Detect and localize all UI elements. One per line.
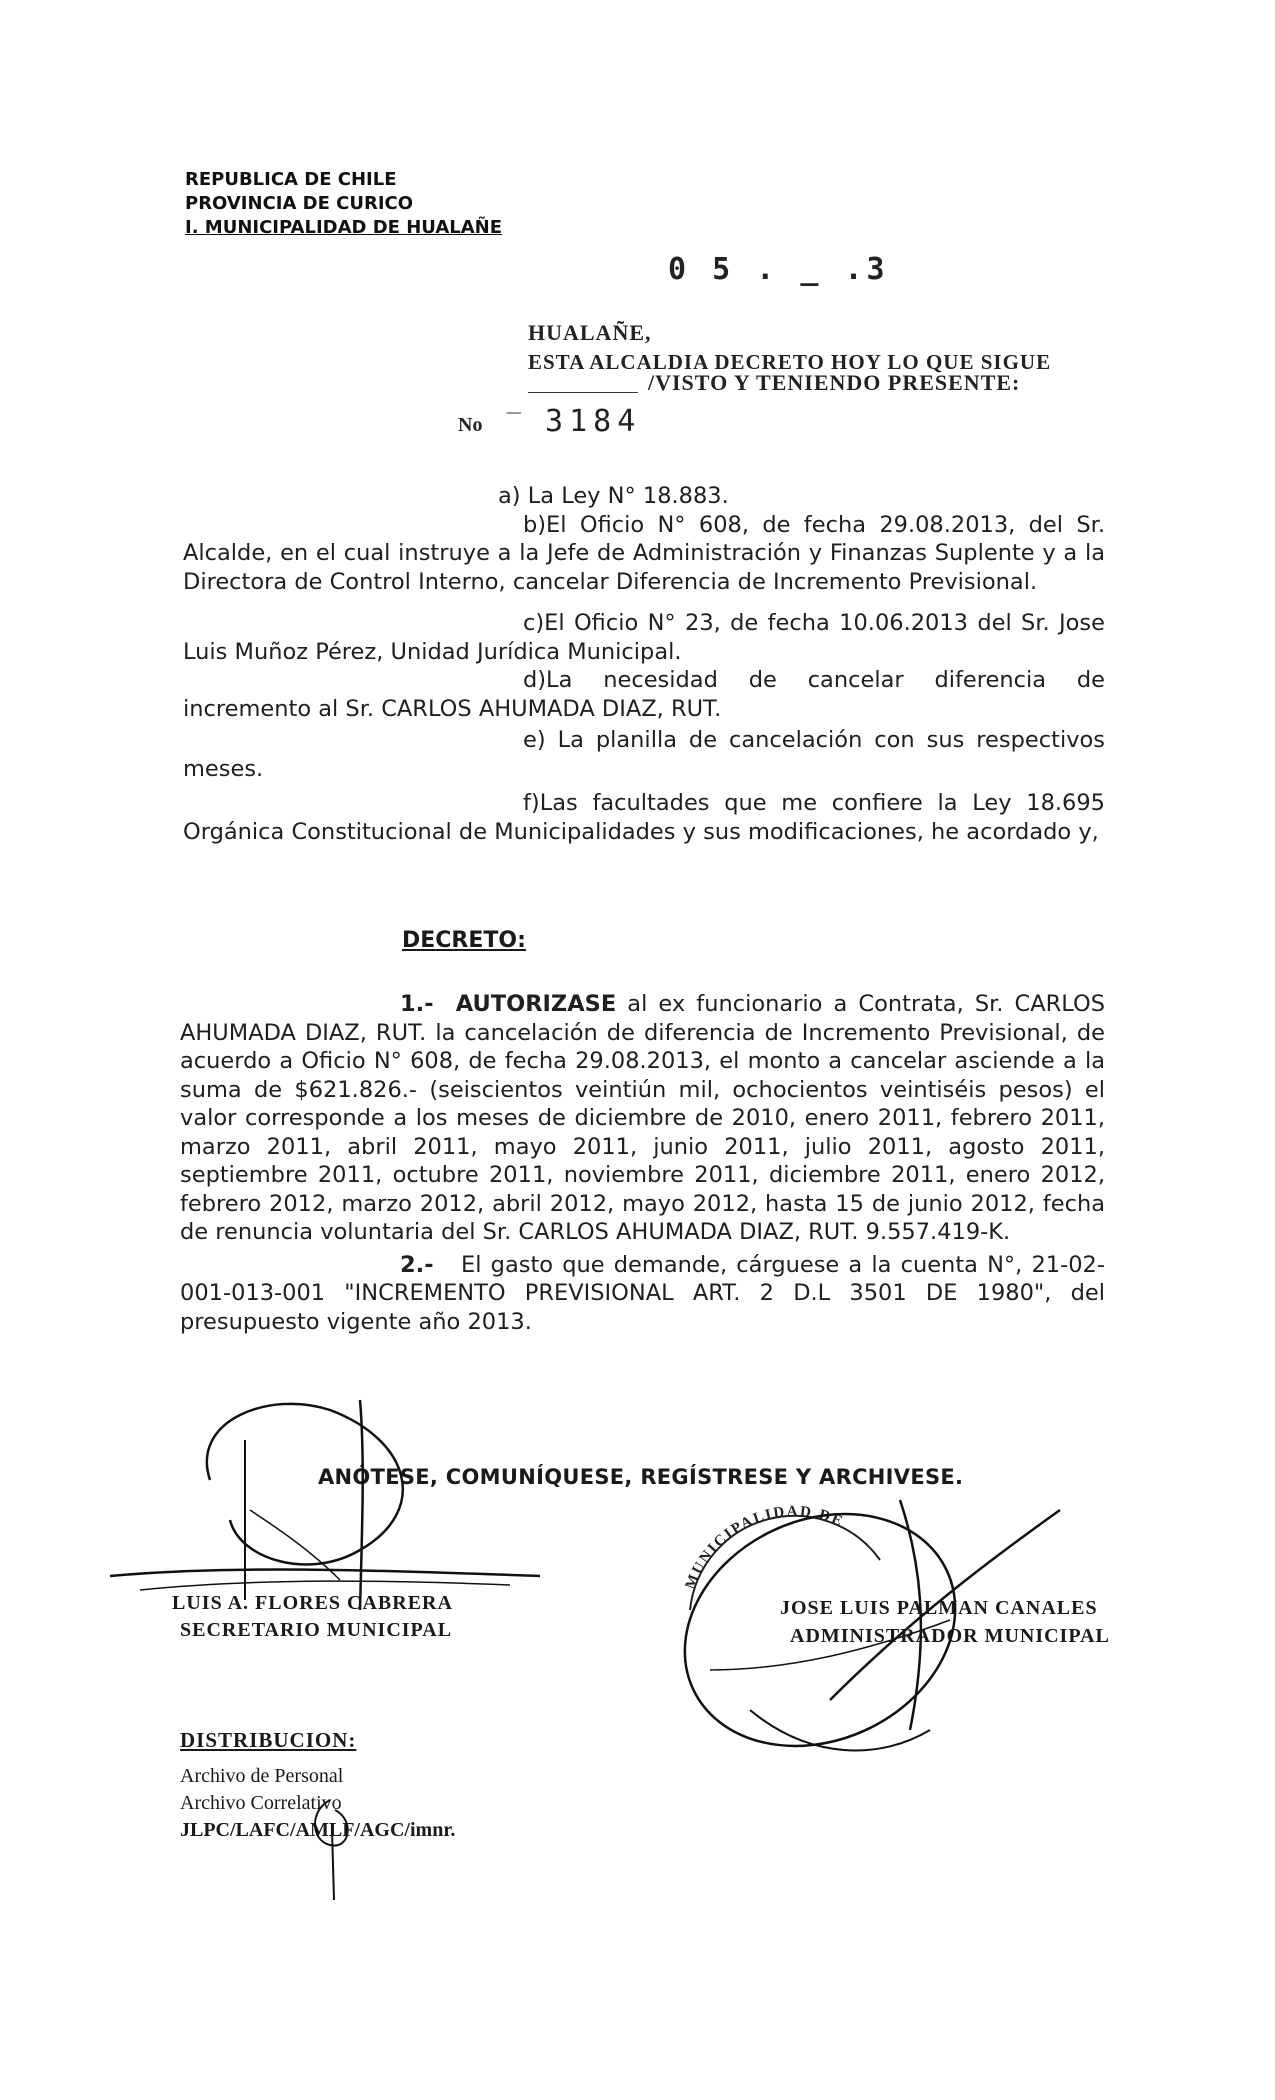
right-signatory-name: JOSE LUIS PALMAN CANALES: [780, 1597, 1098, 1619]
date-stamp: 0 5 . _ .3: [668, 252, 889, 287]
consideration-e: e) La planilla de cancelación con sus respectivos meses.: [183, 727, 1105, 782]
consideration-c: c)El Oficio N° 23, de fecha 10.06.2013 del Sr. Jose Luis Muñoz Pérez, Unidad Jurídica Municipal.: [183, 610, 1105, 665]
distribution-item-personal: Archivo de Personal: [180, 1765, 344, 1787]
article-2: [180, 1251, 1105, 1337]
article-1-text: al ex funcionario a Contrata, Sr. CARLOS AHUMADA DIAZ, RUT. la cancelación de diferencia de Incremento Previsional, de acuerdo a Oficio N° 608, de fecha 29.08.2013, el monto a cancelar asciende a la suma de $621.826.- (seiscientos veintiún mil, ochocientos veintiséis pesos) el valor corresponde a los meses de diciembre de 2010, enero 2011, febrero 2011, marzo 2011, abril 2011, mayo 2011, junio 2011, julio 2011, agosto 2011, septiembre 2011, octubre 2011, noviembre 2011, diciembre 2011, enero 2012, febrero 2012, marzo 2012, abril 2012, mayo 2012, hasta 15 de junio 2012, fecha de renuncia voluntaria del Sr. CARLOS AHUMADA DIAZ, RUT. 9.557.419-K.: [180, 991, 1105, 1245]
consideration-b: b)El Oficio N° 608, de fecha 29.08.2013, del Sr. Alcalde, en el cual instruye a la Jefe de Administración y Finanzas Suplente y a la Directora de Control Interno, cancelar Diferencia de Incremento Previsional.: [183, 511, 1105, 595]
header-municipality: I. MUNICIPALIDAD DE HUALAÑE: [185, 217, 503, 238]
consideration-f: f)Las facultades que me confiere la Ley 18.695 Orgánica Constitucional de Municipalidades y sus modificaciones, he acordado y,: [183, 790, 1105, 845]
left-signatory-title: SECRETARIO MUNICIPAL: [180, 1619, 453, 1641]
article-2-text: El gasto que demande, cárguese a la cuenta N°, 21-02-001-013-001 "INCREMENTO PREVISIONAL ART. 2 D.L 3501 DE 1980", del presupuesto vigente año 2013.: [180, 1251, 1105, 1335]
header-republic: REPUBLICA DE CHILE: [185, 169, 397, 190]
visto-line: /VISTO Y TENIENDO PRESENTE:: [648, 370, 1021, 395]
considerations: [183, 482, 1105, 846]
distribution-initials: JLPC/LAFC/AMLF/AGC/imnr.: [180, 1819, 456, 1841]
svg-text:MUNICIPALIDAD DE: MUNICIPALIDAD DE: [682, 1503, 847, 1592]
decree-number-prefix: No: [458, 414, 483, 436]
article-1-keyword: AUTORIZASE: [455, 991, 617, 1017]
consideration-a: a) La Ley N° 18.883.: [498, 483, 729, 509]
preamble-line: ESTA ALCALDIA DECRETO HOY LO QUE SIGUE: [528, 350, 1052, 374]
blank-line: [528, 392, 638, 393]
initials-scribble: [300, 1790, 380, 1910]
left-signatory-name: LUIS A. FLORES CABRERA: [172, 1592, 453, 1614]
article-1-number: 1.-: [400, 991, 434, 1017]
closing-formula: ANÓTESE, COMUNÍQUESE, REGÍSTRESE Y ARCHIVESE.: [318, 1465, 964, 1489]
article-1: [180, 990, 1105, 1247]
header-province: PROVINCIA DE CURICO: [185, 193, 414, 214]
distribution-title: DISTRIBUCION:: [180, 1728, 357, 1752]
decreto-heading: DECRETO:: [402, 928, 526, 953]
articles: [180, 990, 1105, 1336]
right-signatory-title: ADMINISTRADOR MUNICIPAL: [790, 1625, 1110, 1647]
article-2-number: 2.-: [400, 1251, 434, 1278]
decree-number-value: 3184: [545, 404, 642, 439]
place-name: HUALAÑE,: [528, 320, 652, 345]
consideration-d: d)La necesidad de cancelar diferencia de incremento al Sr. CARLOS AHUMADA DIAZ, RUT.: [183, 667, 1105, 722]
distribution-item-correlativo: Archivo Correlativo: [180, 1792, 342, 1814]
decree-number: No ‾ 3184: [458, 404, 642, 439]
